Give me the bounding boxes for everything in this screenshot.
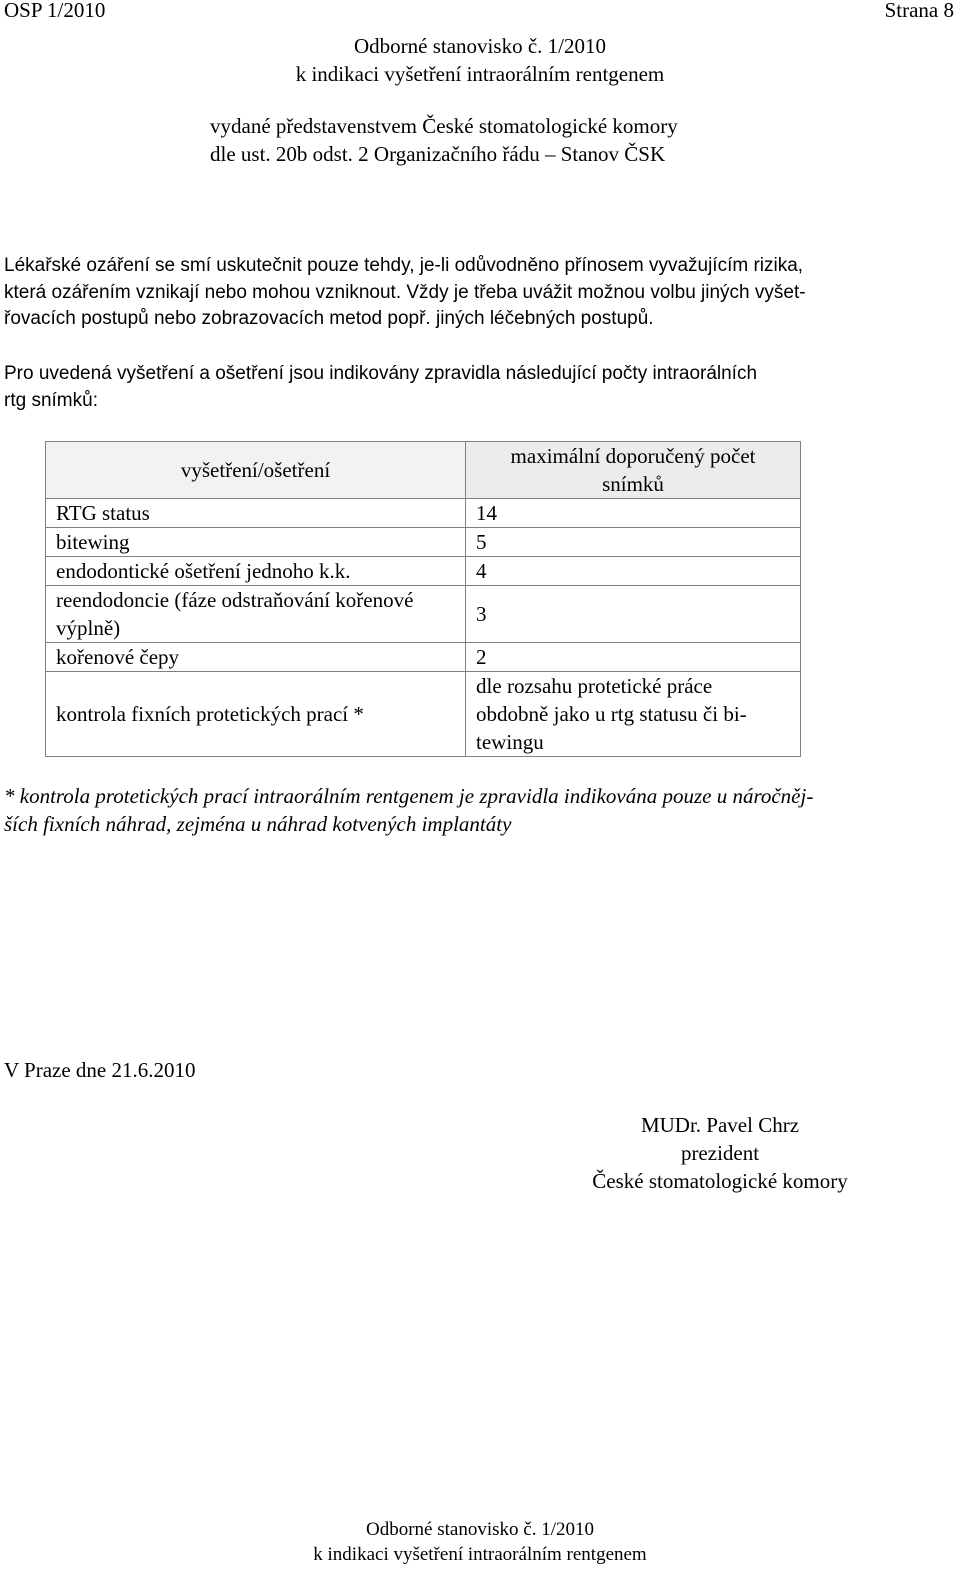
table-row — [46, 672, 801, 757]
signature-role: prezident — [680, 1141, 760, 1165]
paragraph1-line3: řovacích postupů nebo zobrazovacích metod popř. jiných léčebných postupů. — [4, 308, 654, 329]
footnote-line2: ších fixních náhrad, zejména u náhrad kotvených implantáty — [4, 812, 512, 836]
table-cell-exam: RTG status — [46, 499, 466, 528]
exams-table — [45, 441, 801, 757]
table-header-count — [466, 442, 801, 499]
table-cell-count-line3: tewingu — [476, 730, 544, 754]
table-row — [46, 643, 801, 672]
table-header-exam: vyšetření/ošetření — [46, 442, 466, 499]
paragraph1-line1: Lékařské ozáření se smí uskutečnit pouze tehdy, je-li odůvodněno přínosem vyvažujícím rizika, — [4, 255, 804, 276]
table-cell-count: 4 — [466, 557, 801, 586]
table-row — [46, 499, 801, 528]
table-header-count-line2: snímků — [602, 472, 664, 496]
table-cell-exam — [46, 586, 466, 643]
paragraph2-line2: rtg snímků: — [4, 390, 98, 411]
issued-by-line1: vydané představenstvem České stomatologické komory — [210, 114, 678, 138]
table-cell-exam: endodontické ošetření jednoho k.k. — [46, 557, 466, 586]
document-subtitle: k indikaci vyšetření intraorálním rentgenem — [295, 62, 665, 86]
table-row — [46, 586, 801, 643]
header-page-number: Strana 8 — [884, 0, 954, 22]
table-header-row — [46, 442, 801, 499]
table-row — [46, 557, 801, 586]
table-cell-count-line1: dle rozsahu protetické práce — [476, 674, 713, 698]
footer-line1: Odborné stanovisko č. 1/2010 — [366, 1519, 594, 1540]
signature-name: MUDr. Pavel Chrz — [640, 1113, 800, 1137]
table-cell-count: 5 — [466, 528, 801, 557]
issued-by-line2-text: dle ust. 20b odst. 2 Organizačního řádu – Stanov ČSK — [210, 142, 666, 166]
table-cell-exam: kontrola fixních protetických prací * — [46, 672, 466, 757]
table-cell-count: 3 — [466, 586, 801, 643]
footer-line2: k indikaci vyšetření intraorálním rentgenem — [313, 1544, 647, 1565]
place-date: V Praze dne 21.6.2010 — [4, 1058, 196, 1082]
issued-by-line2 — [210, 140, 665, 168]
table-row — [46, 528, 801, 557]
document-title: Odborné stanovisko č. 1/2010 — [354, 34, 606, 58]
table-cell-count: 14 — [466, 499, 801, 528]
table-cell-count: 2 — [466, 643, 801, 672]
table-header-count-line1: maximální doporučený počet — [510, 444, 756, 468]
header-left: OSP 1/2010 — [4, 0, 106, 22]
table-cell-count — [466, 672, 801, 757]
table-cell-exam-line2: výplně) — [56, 616, 121, 640]
paragraph1-line2: která ozářením vznikají nebo mohou vzniknout. Vždy je třeba uvážit možnou volbu jiných vyšet- — [4, 282, 806, 303]
signature-org: České stomatologické komory — [592, 1169, 848, 1193]
footnote-line1: * kontrola protetických prací intraorálním rentgenem je zpravidla indikována pouze u náročněj- — [4, 784, 814, 808]
table-cell-count-line2: obdobně jako u rtg statusu či bi- — [476, 702, 747, 726]
paragraph2-line1: Pro uvedená vyšetření a ošetření jsou indikovány zpravidla následující počty intraorálních — [4, 363, 758, 384]
table-cell-exam: kořenové čepy — [46, 643, 466, 672]
table-cell-exam: bitewing — [46, 528, 466, 557]
table-cell-exam-line1: reendodoncie (fáze odstraňování kořenové — [56, 588, 414, 612]
